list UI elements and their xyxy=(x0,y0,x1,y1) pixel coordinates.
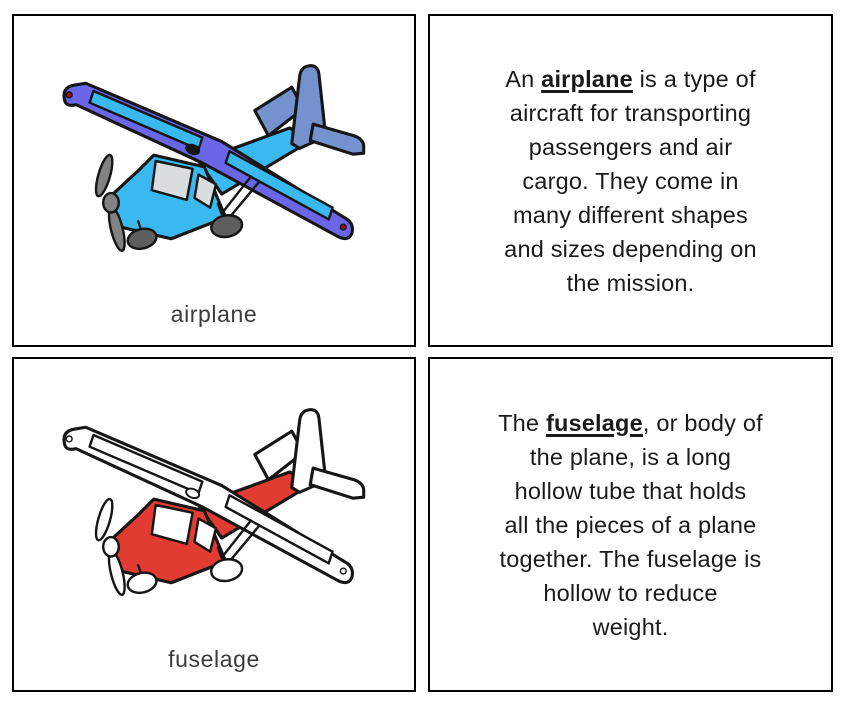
fuselage-art-area xyxy=(14,359,414,646)
card-fuselage-picture xyxy=(12,357,416,692)
definition-line: An airplane is a type of xyxy=(505,65,756,92)
airplane-card-label: airplane xyxy=(170,301,258,327)
airplane-art-area xyxy=(14,16,414,301)
fuselage-illustration xyxy=(41,392,387,618)
definition-line: hollow tube that holds xyxy=(514,477,747,504)
definition-line: passengers and air xyxy=(528,133,733,160)
card-fuselage-definition xyxy=(428,357,833,692)
fuselage-card-label: fuselage xyxy=(168,646,260,672)
card-airplane-picture xyxy=(12,14,416,347)
definition-line: all the pieces of a plane xyxy=(504,511,757,538)
fuselage-definition-text xyxy=(498,406,763,644)
definition-line: and sizes depending on xyxy=(504,235,757,262)
definition-line: aircraft for transporting xyxy=(509,99,752,126)
airplane-definition-text xyxy=(504,62,757,300)
airplane-illustration xyxy=(41,48,387,274)
definition-line: together. The fuselage is xyxy=(499,545,762,572)
definition-line: weight. xyxy=(592,613,669,640)
definition-line: the mission. xyxy=(566,269,695,296)
definition-line: hollow to reduce xyxy=(543,579,718,606)
definition-line: many different shapes xyxy=(513,201,748,228)
card-airplane-definition xyxy=(428,14,833,347)
definition-line: cargo. They come in xyxy=(522,167,739,194)
definition-line: the plane, is a long xyxy=(529,443,732,470)
definition-line: The fuselage, or body of xyxy=(498,409,763,436)
term-highlight: fuselage xyxy=(545,409,643,436)
term-highlight: airplane xyxy=(541,65,633,92)
